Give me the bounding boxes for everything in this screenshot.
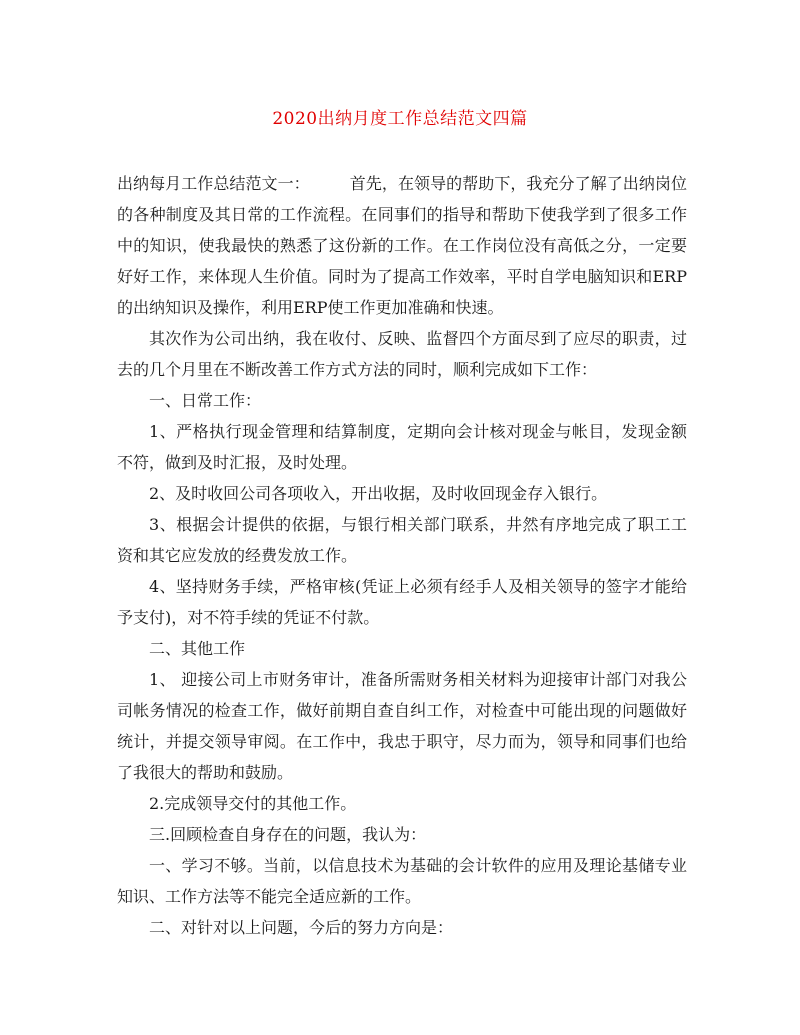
document-title: 2020出纳月度工作总结范文四篇: [272, 109, 528, 129]
document-body: [117, 168, 687, 943]
paragraph-intro: [117, 168, 687, 323]
intro-label: 出纳每月工作总结范文一：: [117, 174, 310, 193]
list-item: 二、对针对以上问题，今后的努力方向是：: [149, 918, 454, 937]
list-item: 3、根据会计提供的依据，与银行相关部门联系，井然有序地完成了职工工资和其它应发放的经费发放工作。: [117, 515, 687, 565]
list-item: 1、严格执行现金管理和结算制度，定期向会计核对现金与帐目，发现金额不符，做到及时汇报，及时处理。: [117, 422, 687, 472]
list-item: 2、及时收回公司各项收入，开出收据，及时收回现金存入银行。: [149, 484, 608, 503]
list-item: 4、坚持财务手续，严格审核(凭证上必须有经手人及相关领导的签字才能给予支付)，对不符手续的凭证不付款。: [117, 577, 687, 627]
paragraph: 其次作为公司出纳，我在收付、反映、监督四个方面尽到了应尽的职责，过去的几个月里在不断改善工作方式方法的同时，顺利完成如下工作：: [117, 329, 687, 379]
list-item: 一、学习不够。当前，以信息技术为基础的会计软件的应用及理论基储专业知识、工作方法等不能完全适应新的工作。: [117, 856, 687, 906]
section-heading: 三.回顾检查自身存在的问题，我认为：: [149, 825, 427, 844]
list-item: 1、 迎接公司上市财务审计，准备所需财务相关材料为迎接审计部门对我公司帐务情况的检查工作，做好前期自查自纠工作，对检查中可能出现的问题做好统计，并提交领导审阅。在工作中，我忠于职守，尽力而为，领导和同事们也给了我很大的帮助和鼓励。: [117, 670, 687, 782]
section-heading: 一、日常工作：: [149, 391, 262, 410]
section-heading: 二、其他工作: [149, 639, 246, 658]
paragraph-text: 首先，在领导的帮助下，我充分了解了出纳岗位的各种制度及其日常的工作流程。在同事们的指导和帮助下使我学到了很多工作中的知识，使我最快的熟悉了这份新的工作。在工作岗位没有高低之分，一定要好好工作，来体现人生价值。同时为了提高工作效率，平时自学电脑知识和ERP的出纳知识及操作，利用ERP使工作更加准确和快速。: [117, 174, 687, 317]
list-item: 2.完成领导交付的其他工作。: [149, 794, 357, 813]
